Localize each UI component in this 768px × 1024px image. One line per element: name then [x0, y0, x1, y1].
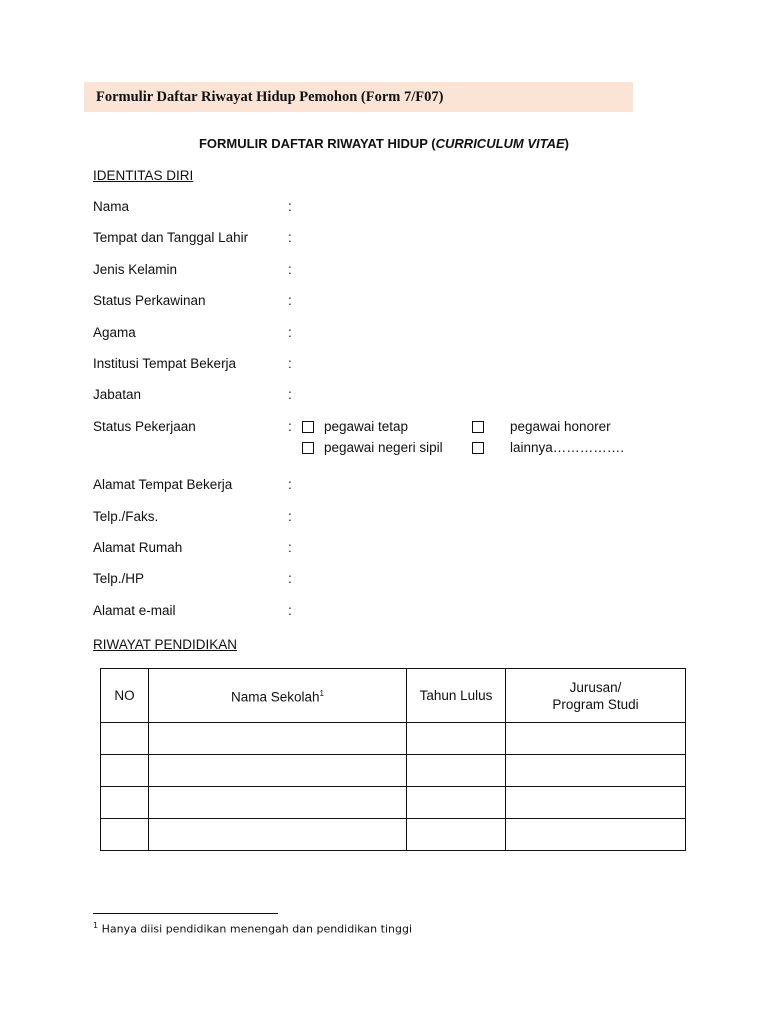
- table-cell-nama-sekolah[interactable]: [149, 755, 407, 787]
- field-colon: :: [288, 199, 292, 214]
- table-cell-no[interactable]: [101, 819, 149, 851]
- page-title-suffix: ): [564, 136, 570, 151]
- column-header-nama-sekolah-label: Nama Sekolah: [230, 689, 320, 705]
- column-header-nama-sekolah: [149, 669, 407, 723]
- table-row: [101, 819, 686, 851]
- table-cell-jurusan[interactable]: [506, 787, 686, 819]
- checkbox-pegawai-tetap[interactable]: [302, 421, 314, 433]
- field-colon: :: [288, 230, 292, 245]
- field-colon: :: [288, 293, 292, 308]
- table-row: [101, 723, 686, 755]
- table-cell-tahun-lulus[interactable]: [407, 755, 506, 787]
- field-colon: :: [288, 356, 292, 371]
- field-label-agama: Agama: [93, 325, 136, 340]
- field-label-alamat-kerja: Alamat Tempat Bekerja: [93, 477, 233, 492]
- field-label-status-perkawinan: Status Perkawinan: [93, 293, 206, 308]
- table-row: [101, 787, 686, 819]
- field-colon: :: [288, 325, 292, 340]
- field-label-nama: Nama: [93, 199, 130, 214]
- page-title: [0, 136, 768, 151]
- footnote: [93, 921, 412, 936]
- checkbox-label-lainnya: lainnya…………….: [510, 440, 625, 455]
- column-header-jurusan-line2: Program Studi: [552, 696, 639, 712]
- table-cell-no[interactable]: [101, 787, 149, 819]
- footnote-marker: 1: [93, 921, 99, 930]
- table-cell-nama-sekolah[interactable]: [149, 819, 407, 851]
- column-header-jurusan: [506, 669, 686, 723]
- table-cell-nama-sekolah[interactable]: [149, 787, 407, 819]
- table-cell-tahun-lulus[interactable]: [407, 819, 506, 851]
- checkbox-label-pegawai-negeri-sipil: pegawai negeri sipil: [324, 440, 443, 455]
- field-colon: :: [288, 262, 292, 277]
- field-label-alamat-rumah: Alamat Rumah: [93, 540, 183, 555]
- table-row: [101, 755, 686, 787]
- table-cell-no[interactable]: [101, 723, 149, 755]
- field-label-telp-hp: Telp./HP: [93, 571, 145, 586]
- checkbox-lainnya[interactable]: [472, 442, 484, 454]
- field-colon: :: [288, 419, 292, 434]
- column-header-jurusan-line1: Jurusan/: [569, 679, 622, 695]
- field-label-jabatan: Jabatan: [93, 387, 142, 402]
- page-title-prefix: FORMULIR DAFTAR RIWAYAT HIDUP (: [198, 136, 436, 151]
- field-label-telp-faks: Telp./Faks.: [93, 509, 159, 524]
- form-header-banner: [84, 82, 633, 112]
- field-colon: :: [288, 477, 292, 492]
- field-label-jenis-kelamin: Jenis Kelamin: [93, 262, 178, 277]
- checkbox-label-pegawai-honorer: pegawai honorer: [510, 419, 611, 434]
- field-label-email: Alamat e-mail: [93, 603, 176, 618]
- footnote-divider: [93, 913, 278, 914]
- column-header-no: NO: [101, 669, 149, 723]
- table-cell-tahun-lulus[interactable]: [407, 723, 506, 755]
- form-header-title: Formulir Daftar Riwayat Hidup Pemohon (Form 7/F07): [96, 88, 444, 105]
- field-label-status-pekerjaan: Status Pekerjaan: [93, 419, 196, 434]
- field-colon: :: [288, 509, 292, 524]
- field-label-ttl: Tempat dan Tanggal Lahir: [93, 230, 249, 245]
- footnote-ref: 1: [319, 689, 324, 699]
- table-cell-jurusan[interactable]: [506, 819, 686, 851]
- field-colon: :: [288, 571, 292, 586]
- field-colon: :: [288, 387, 292, 402]
- field-colon: :: [288, 603, 292, 618]
- education-table: [100, 668, 686, 851]
- section-heading-pendidikan: RIWAYAT PENDIDIKAN: [93, 637, 238, 652]
- footnote-text: Hanya diisi pendidikan menengah dan pendidikan tinggi: [98, 922, 413, 936]
- table-header-row: [101, 669, 686, 723]
- field-colon: :: [288, 540, 292, 555]
- section-heading-identitas: IDENTITAS DIRI: [93, 168, 194, 183]
- table-cell-tahun-lulus[interactable]: [407, 787, 506, 819]
- checkbox-label-pegawai-tetap: pegawai tetap: [324, 419, 409, 434]
- column-header-tahun-lulus: Tahun Lulus: [407, 669, 506, 723]
- table-cell-no[interactable]: [101, 755, 149, 787]
- table-cell-jurusan[interactable]: [506, 723, 686, 755]
- field-label-institusi: Institusi Tempat Bekerja: [93, 356, 237, 371]
- table-cell-jurusan[interactable]: [506, 755, 686, 787]
- page-title-italic: CURRICULUM VITAE: [435, 136, 565, 151]
- checkbox-pegawai-honorer[interactable]: [472, 421, 484, 433]
- table-cell-nama-sekolah[interactable]: [149, 723, 407, 755]
- checkbox-pegawai-negeri-sipil[interactable]: [302, 442, 314, 454]
